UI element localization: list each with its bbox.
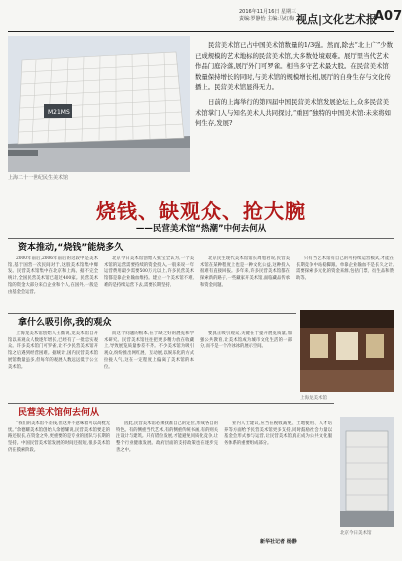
museum-exterior-illustration bbox=[340, 417, 394, 527]
header-rule bbox=[8, 31, 394, 32]
body-column bbox=[296, 256, 394, 310]
page-header bbox=[0, 0, 402, 36]
body-paragraph: 因此,民营美术馆必须找准自己的定位,形成各自的特色。有的侧重当代艺术,有的侧重传统书画,有的则关注设计与建筑。只有错位发展,才能避免同质化竞争,让整个行业健康发展。政府层面的支持政策也在逐步完善之中。 bbox=[116, 421, 218, 453]
editor-line: 责编:罗静怡 主编:马红梅 bbox=[239, 16, 294, 22]
body-paragraph: 北京今日美术馆创始人张宝全认为,一个美术馆的运营需要持续的资金投入,一般来说一年运营费用最少需要500万元以上,许多民营美术馆都是靠企业输血维持。建立一个美术馆不难,难的是持续运营下去,需要长期坚持, bbox=[104, 256, 194, 288]
byline: 新华社记者 杨静 bbox=[260, 539, 297, 545]
hero-caption: 上海二十一世纪民生美术馆 bbox=[8, 175, 69, 181]
body-paragraph: 业内人士建议,应当在税收减免、土地使用、人才培养等方面给予民营美术馆更多支持,同时鼓励社会力量以基金会形式参与运营,让民营美术馆真正成为公共文化服务体系的重要组成部分。 bbox=[224, 421, 332, 447]
body-column bbox=[200, 331, 292, 401]
body-paragraph: 要真正吸引观众,关键在于提升展览质量,加强公共教育,让美术馆成为城市文化生活的一部分,而不是一个冷冰冰的展示空间。 bbox=[200, 331, 292, 350]
lead-paragraph: 日前的上海举行的第四届中国民营美术馆发展论坛上,众多民营美术馆掌门人与知名美术人共同探讨,“重回”独特的中国美术馆:未来将如何生存,发展? bbox=[195, 97, 392, 128]
gallery-interior-illustration bbox=[300, 310, 394, 392]
date-line: 2016年11月16日 星期三 bbox=[239, 9, 297, 15]
body-column bbox=[200, 256, 290, 310]
section-header-capital bbox=[8, 238, 394, 253]
body-column bbox=[104, 331, 194, 401]
lead-text bbox=[195, 40, 393, 133]
body-column bbox=[224, 421, 332, 533]
hero-photo bbox=[8, 36, 190, 172]
lead-paragraph: 民营美术馆已占中国美术馆数量的1/3强。然而,除去“北上广”少数已成规模的艺术地标的民营美术馆,大多数处境艰难。展厅里当代艺术作品门庭冷落,展厅外门可罗雀。相当多守艺术最大股。在民营美术馆数量保持增长的同时,与美术馆的规模增长相,展厅的自身生存与文化传播上。民营美术馆显得无力。 bbox=[195, 41, 394, 92]
museum-exterior-caption: 北京今日美术馆 bbox=[340, 531, 372, 536]
body-paragraph: 北京民生现代美术馆馆长周旭君说,民营美术馆在某种程度上也是一种文化公益,这种投入很难有直接回报。多年来,许多民营美术馆都在探索新的路子,一些藏家开美术馆,面临藏品传承和资金问题。 bbox=[200, 256, 290, 288]
headline: 烧钱、缺观众、抢大腕 bbox=[96, 199, 306, 223]
body-paragraph: 2000年前后,2006年前后的这段中是美术馆,基于国营一次民间对于,这股美术馆集中爆发。民营美术馆集中在北京和上海。据不完全统计,全国民营美术馆已超过400家。民营美术馆的资金大部分来自企业和个人,在国外,一般是由基金会运营。 bbox=[8, 256, 98, 295]
museum-exterior-photo bbox=[340, 417, 394, 527]
section-title-future: 民营美术馆何去何从 bbox=[18, 408, 100, 418]
page-number: A07 bbox=[374, 9, 402, 24]
body-paragraph: “我们的美术馆不差钱,但这并不意味着可以高枕无忧。”余德耀美术馆创始人余德耀说,民营美术馆要走的路还很长,在资金之外,更重要的是专业的团队与长期的坚持。中国民营美术馆发展的时间还很短,很多美术馆仍在摸索阶段。 bbox=[8, 421, 110, 453]
subheadline: ——民营美术馆“热潮”中何去何从 bbox=[135, 224, 267, 234]
body-column bbox=[8, 256, 98, 310]
gallery-photo-caption: 上海龙美术馆 bbox=[300, 396, 327, 401]
svg-text:M21MS: M21MS bbox=[48, 109, 70, 116]
body-column bbox=[8, 331, 98, 401]
body-paragraph: 只有当艺术馆有自己的可持续运营模式,才能在长期竞争中站稳脚跟。单靠企业输血不是长久之计,需要探索多元化的资金来源,包括门票、衍生品和赞助等。 bbox=[296, 256, 394, 282]
section-header-future bbox=[8, 403, 334, 418]
gallery-photo bbox=[300, 310, 394, 392]
section-title: 视点|文化艺术报 bbox=[296, 13, 378, 26]
body-paragraph: 上海龙美术馆创始人王薇说,龙美术馆自开馆以来观众人数逐年增长,已经有了一批忠实观众。许多美术馆门可罗雀,让不少民营美术馆开馆之后遇到经营困难。据统计,国内民营美术馆展馆数量虽多,但每年的观展人数远远低于公立美术馆。 bbox=[8, 331, 98, 370]
section-header-audience bbox=[8, 313, 296, 328]
body-paragraph: 而这个问题的根本,在于缺乏好的展览和学术研究。民营美术馆往往把更多精力放在收藏上,导致展览质量参差不齐。不少美术馆为吸引观众,纷纷推出网红展、互动展,以娱乐化的方式拉拢人气,这在一定程度上偏离了美术馆的本位。 bbox=[104, 331, 194, 370]
section-title-audience: 拿什么吸引你,我的观众 bbox=[18, 318, 112, 328]
body-column bbox=[116, 421, 218, 533]
header-meta bbox=[239, 9, 296, 23]
museum-building-illustration bbox=[8, 36, 190, 172]
section-title-capital: 资本推动,“烧钱”能烧多久 bbox=[18, 243, 124, 253]
body-column bbox=[104, 256, 194, 310]
body-column bbox=[8, 421, 110, 533]
